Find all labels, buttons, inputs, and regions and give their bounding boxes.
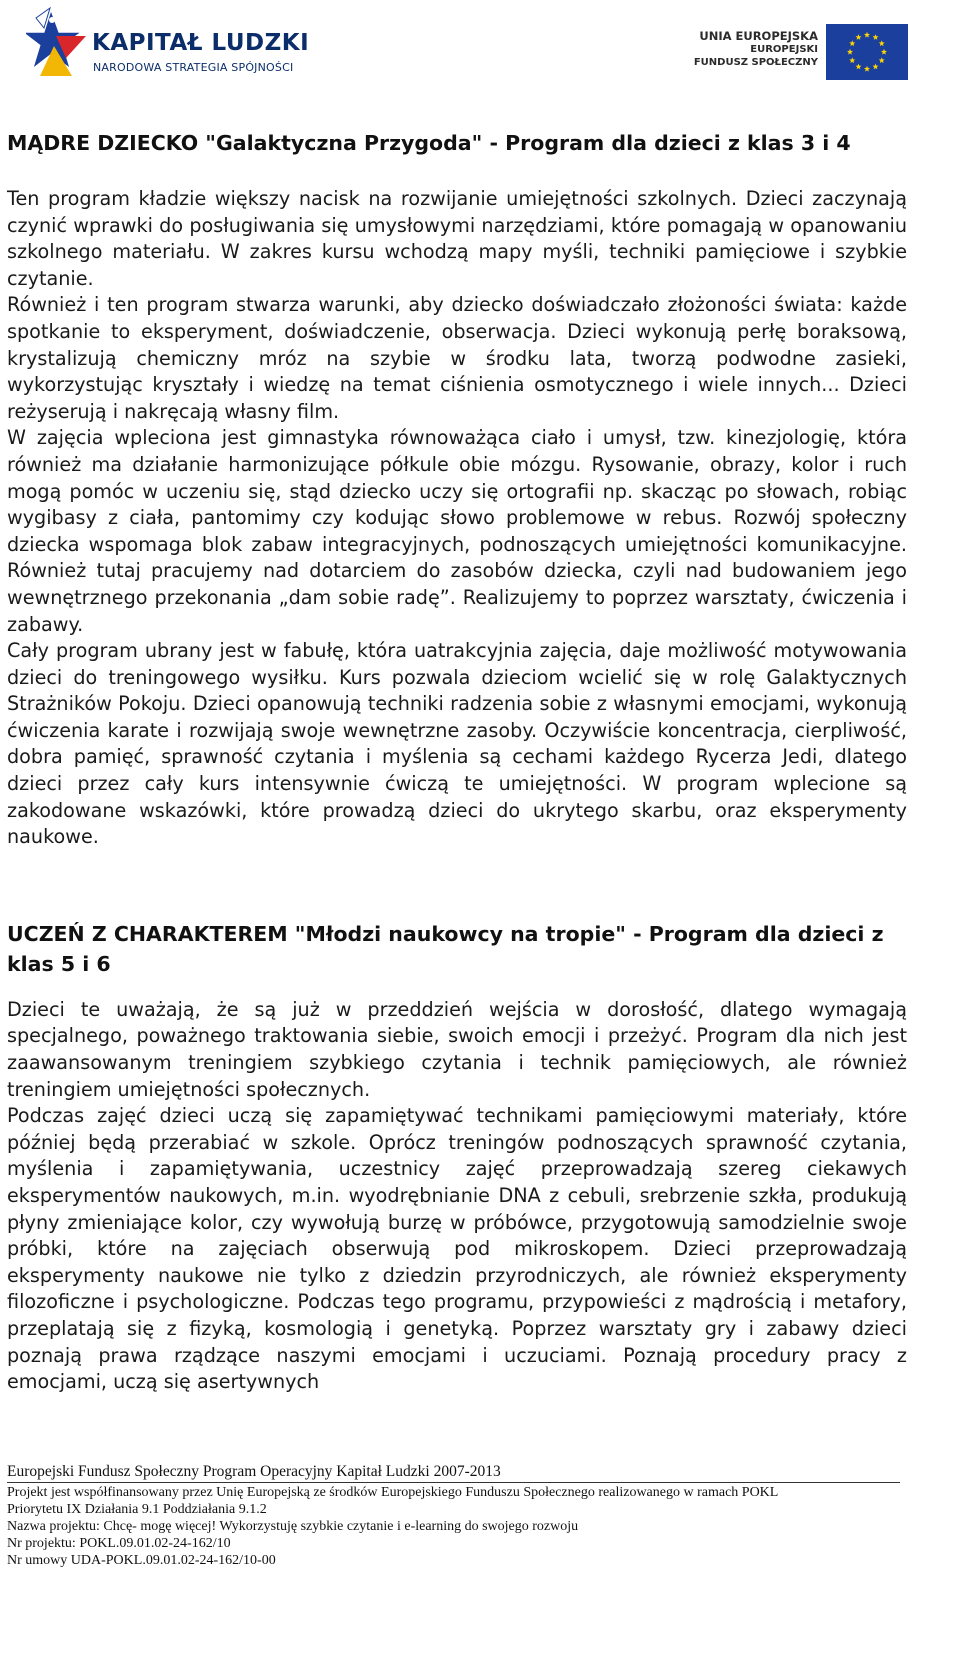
section-2-paragraph-2: Podczas zajęć dzieci uczą się zapamiętywać technikami pamięciowymi materiały, które później będą przerabiać w szkole. Oprócz treningów podnoszących sprawność czytania, myślenia i zapamiętywania, uczestnicy zajęć przeprowadzają szereg ciekawych eksperymentów naukowych, m.in. wyodrębnianie DNA z cebuli, srebrzenie szkła, produkują płyny zmieniające kolor, czy wywołują burzę w próbówce, przygotowują samodzielnie swoje próbki, które na zajęciach obserwują pod mikroskopem. Dzieci przeprowadzają eksperymenty naukowe nie tylko z dziedzin przyrodniczych, ale również eksperymenty filozoficzne i psychologiczne. Podczas tego programu, przypowieści z mądrością i metafory, przeplatają się z fizyką, kosmologią i genetyką. Poprzez warsztaty gry i zabawy dzieci poznają prawa rządzące naszymi emocjami i uczuciami. Poznają procedury pracy z emocjami, uczą się asertywnych	[7, 1104, 907, 1394]
section-1-paragraph-4: Cały program ubrany jest w fabułę, która uatrakcyjnia zajęcia, daje możliwość motywowania dzieci do treningowego wysiłku. Kurs pozwala dzieciom wcielić się w rolę Galaktycznych Strażników Pokoju. Dzieci opanowują techniki radzenia sobie z własnymi emocjami, wykonują ćwiczenia karate i rozwijają swoje wewnętrzne zasoby. Oczywiście koncentracja, cierpliwość, dobra pamięć, sprawność czytania i myślenia są cechami każdego Rycerza Jedi, dlatego dzieci przez cały kurs intensywnie ćwiczą te umiejętności. W program wplecione są zakodowane wskazówki, które prowadzą dzieci do ukrytego skarbu, oraz eksperymenty naukowe.	[7, 639, 907, 849]
footer-project-number: Nr projektu: POKL.09.01.02-24-162/10	[7, 1536, 231, 1551]
section-1-paragraph-2: Również i ten program stwarza warunki, aby dziecko doświadczało złożoności świata: każde spotkanie to eksperyment, doświadczenie, obserwacja. Dzieci wykonują perłę boraksową, krystalizują chemiczny mróz na szybie w środku lata, tworzą podwodne zasieki, wykorzystując kryształy i wiedzę na temat ciśnienia osmotycznego i wiele innych... Dzieci reżyserują i nakręcają własny film.	[7, 293, 907, 423]
section-2-paragraph-1: Dzieci te uważają, że są już w przeddzień wejścia w dorosłość, dlatego wymagają specjalnego, poważnego traktowania siebie, swoich emocji i przeżyć. Program dla nich jest zaawansowanym treningiem szybkiego czytania i technik pamięciowych, ale również treningiem umiejętności społecznych.	[7, 997, 907, 1101]
section-1-title: MĄDRE DZIECKO "Galaktyczna Przygoda" - Program dla dzieci z klas 3 i 4	[7, 131, 851, 155]
section-2-title: UCZEŃ Z CHARAKTEREM "Młodzi naukowcy na tropie" - Program dla dzieci z klas 5 i 6	[7, 921, 884, 976]
eu-line-3: FUNDUSZ SPOŁECZNY	[693, 57, 818, 68]
footer-cofinancing-line: Projekt jest współfinansowany przez Unię Europejską ze środków Europejskiego Funduszu Społecznego realizowanego w ramach POKL	[7, 1485, 779, 1500]
kapital-ludzki-logo	[26, 6, 326, 84]
kapital-ludzki-star-icon	[26, 6, 88, 80]
eu-line-2: EUROPEJSKI	[750, 44, 818, 55]
kapital-ludzki-title: KAPITAŁ LUDZKI	[92, 30, 310, 56]
section-1-paragraph-1: Ten program kładzie większy nacisk na rozwijanie umiejętności szkolnych. Dzieci zaczynają czynić wprawki do posługiwania się umysłowymi narzędziami, które pomagają w opanowaniu szkolnego materiału. W zakres kursu wchodzą mapy myśli, techniki pamięciowe i szybkie czytanie.	[7, 187, 907, 290]
eu-flag-icon	[826, 24, 908, 80]
footer-contract-number: Nr umowy UDA-POKL.09.01.02-24-162/10-00	[7, 1553, 276, 1568]
footer-project-name: Nazwa projektu: Chcę- mogę więcej! Wykorzystuję szybkie czytanie i e-learning do swojego rozwoju	[7, 1519, 579, 1534]
section-1-paragraph-3: W zajęcia wpleciona jest gimnastyka równoważąca ciało i umysł, tzw. kinezjologię, która również ma działanie harmonizujące półkule obie mózgu. Rysowanie, obrazy, kolor i ruch mogą pomóc w uczeniu się, stąd dziecko uczy się ortografii np. skacząc po słowach, robiąc wygibasy z ciała, pantomimy czy kodując słowo problemowe w rebus. Rozwój społeczny dziecka wspomaga blok zabaw integracyjnych, podnoszących umiejętności komunikacyjne. Również tutaj pracujemy nad dotarciem do zasobów dziecka, czyli nad budowaniem jego wewnętrznego przekonania „dam sobie radę”. Realizujemy to poprzez warsztaty, ćwiczenia i zabawy.	[7, 426, 907, 636]
document-body	[7, 128, 907, 1396]
footer-program-line: Europejski Fundusz Społeczny Program Operacyjny Kapitał Ludzki 2007-2013	[7, 1463, 501, 1480]
document-footer	[7, 1462, 907, 1569]
footer-divider	[7, 1482, 900, 1483]
footer-priority-line: Priorytetu IX Działania 9.1 Poddziałania 9.1.2	[7, 1502, 267, 1517]
eu-fund-label	[694, 30, 818, 69]
kapital-ludzki-subtitle: NARODOWA STRATEGIA SPÓJNOŚCI	[93, 61, 294, 74]
eu-line-1: UNIA EUROPEJSKA	[699, 29, 818, 43]
document-header	[0, 0, 960, 92]
